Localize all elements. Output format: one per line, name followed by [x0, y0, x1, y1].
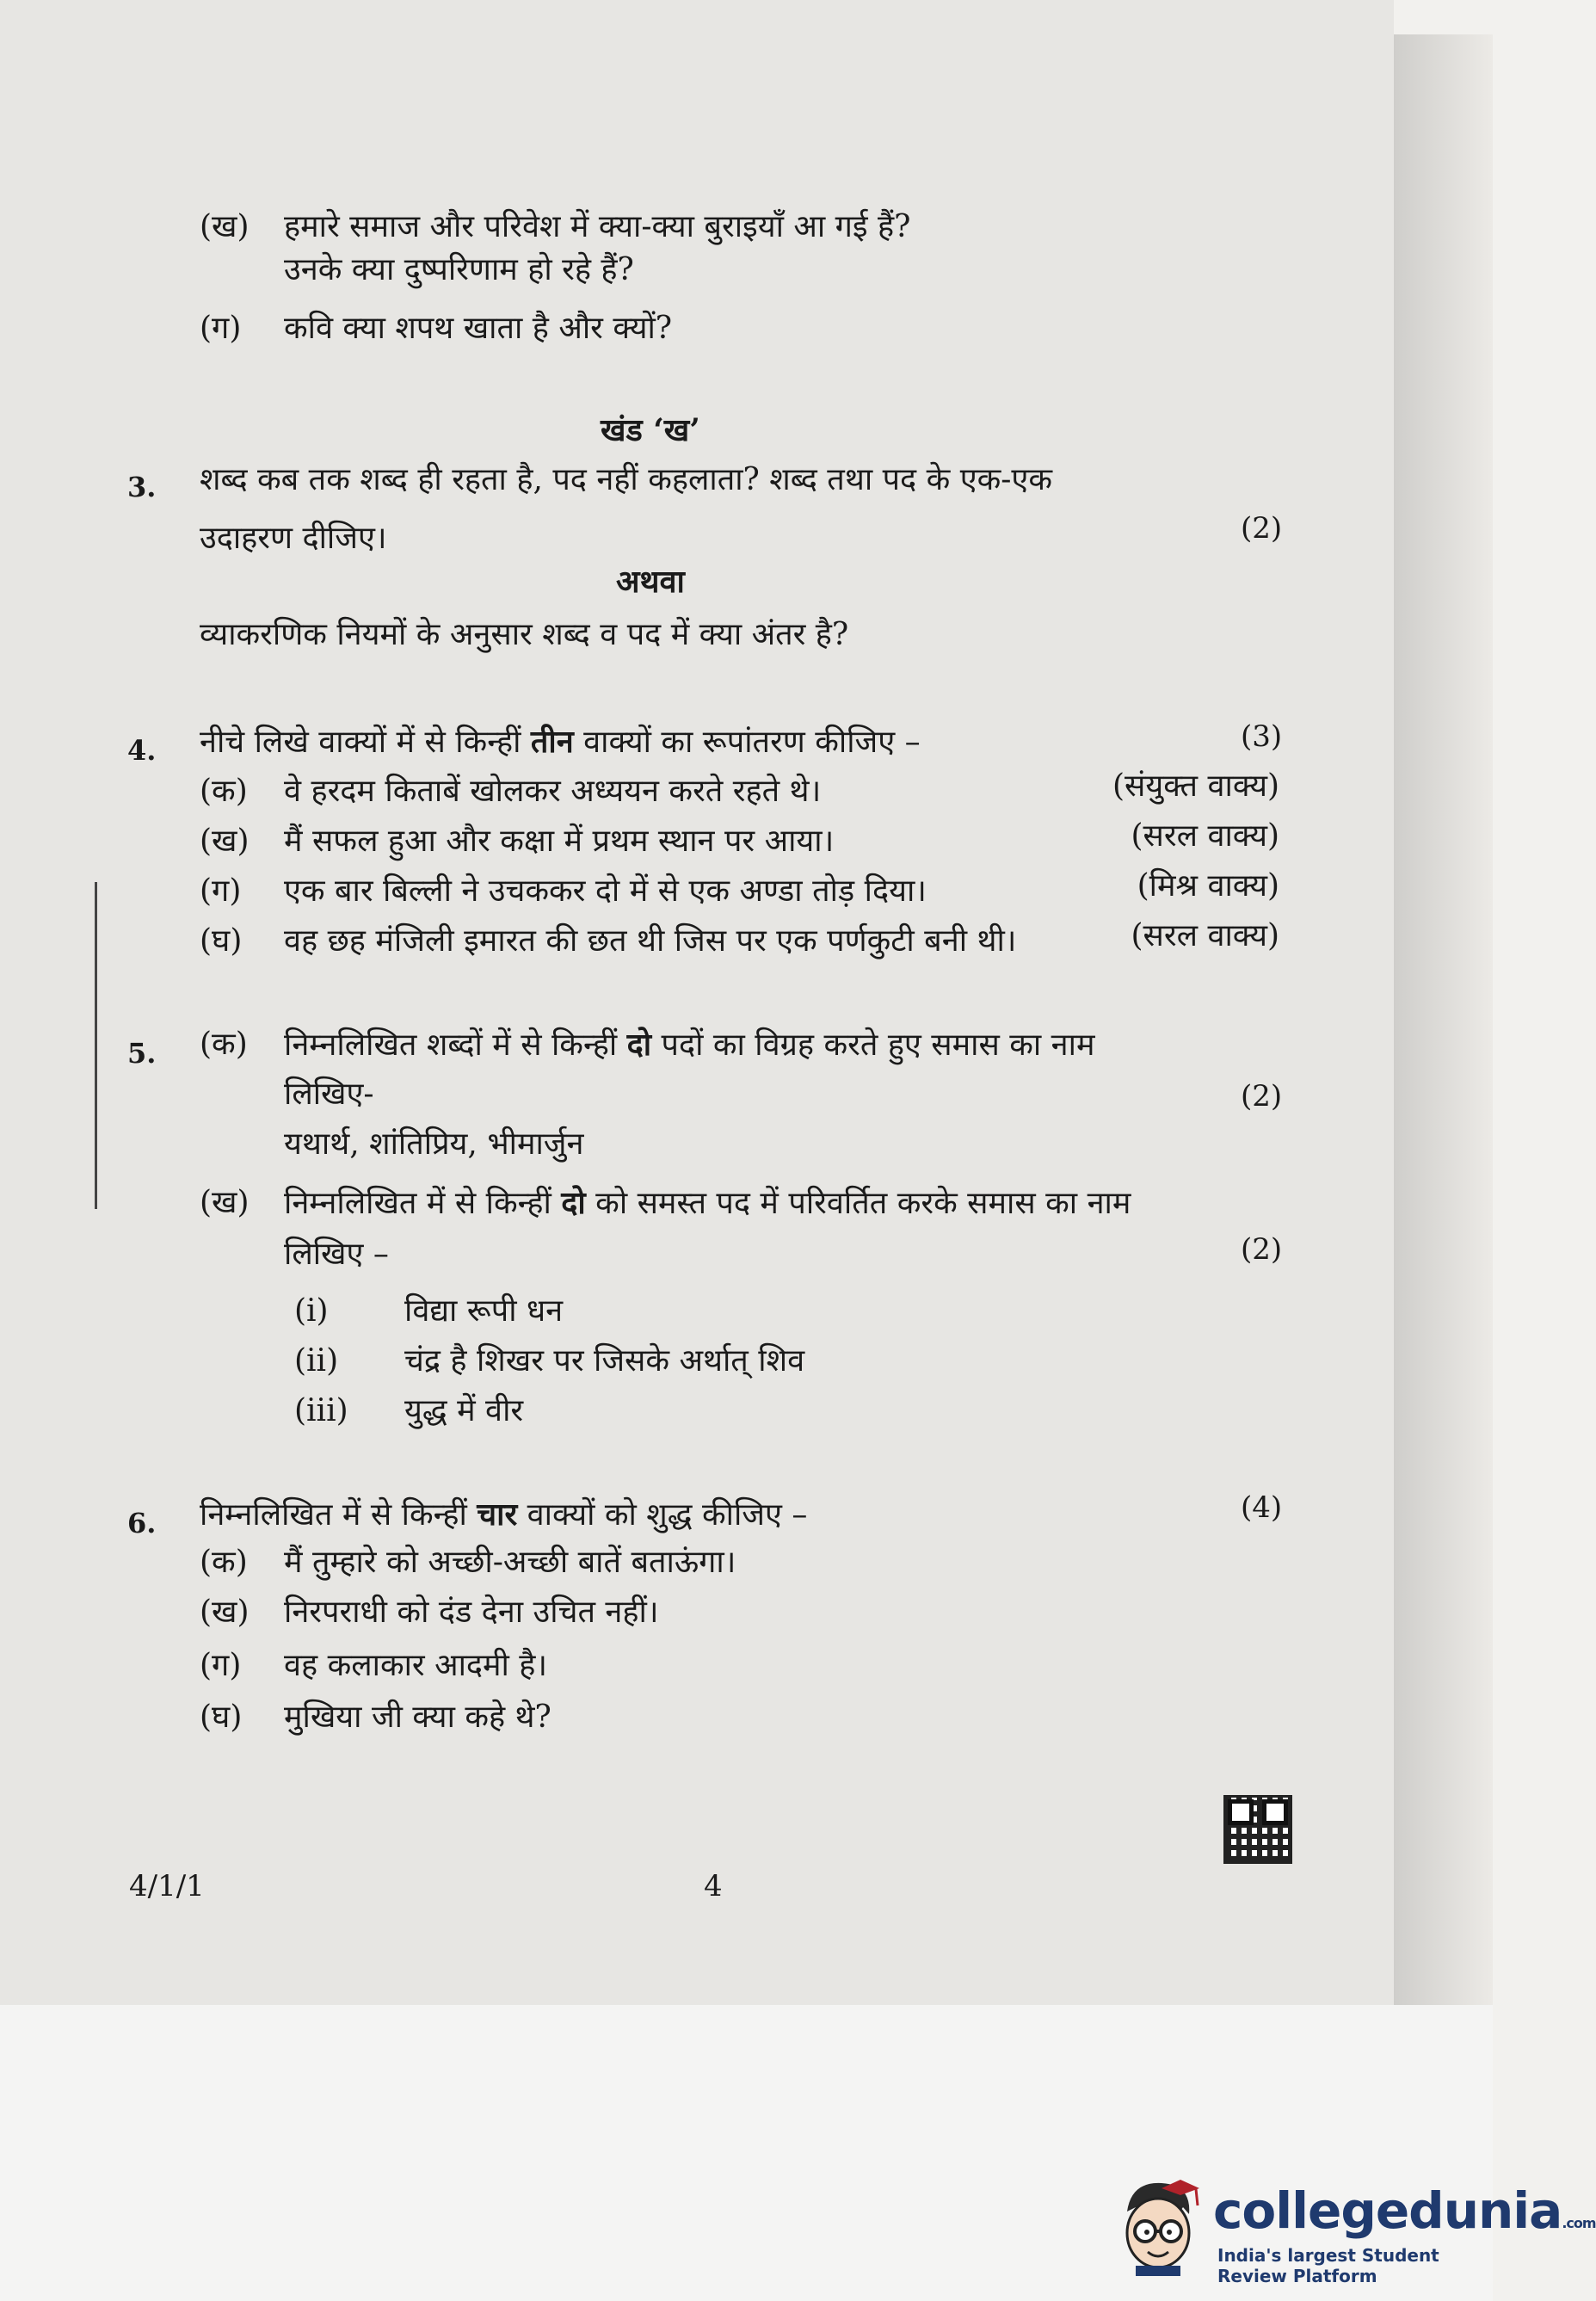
page-number: 4: [704, 1869, 723, 1903]
q3-or: अथवा: [616, 564, 685, 600]
q3-marks: (2): [1241, 511, 1283, 546]
q3-alt: व्याकरणिक नियमों के अनुसार शब्द व पद में क्या अंतर है?: [200, 617, 849, 652]
qr-code-icon: [1223, 1795, 1292, 1864]
q4-item-text: वह छह मंजिली इमारत की छत थी जिस पर एक पर्णकुटी बनी थी।: [284, 923, 1017, 959]
q5-b-marks: (2): [1241, 1232, 1283, 1267]
prev-b-line2: उनके क्या दुष्परिणाम हो रहे हैं?: [284, 252, 634, 287]
q5-sub-text: युद्ध में वीर: [404, 1393, 524, 1428]
q4-question: नीचे लिखे वाक्यों में से किन्हीं तीन वाक्यों का रूपांतरण कीजिए –: [200, 724, 921, 760]
page-edge: [1394, 34, 1493, 2005]
brand-tagline: India's largest Student Review Platform: [1217, 2245, 1439, 2286]
q4-item-label: (क): [200, 774, 248, 809]
q5-b-label: (ख): [200, 1185, 250, 1220]
prev-b-line1: हमारे समाज और परिवेश में क्या-क्या बुराइयाँ आ गई हैं?: [284, 209, 911, 244]
q5-a-label: (क): [200, 1027, 248, 1062]
q6-item-label: (घ): [200, 1700, 243, 1735]
paper-code: 4/1/1: [129, 1869, 205, 1903]
q6-item-text: निरपराधी को दंड देना उचित नहीं।: [284, 1595, 659, 1630]
q4-item-label: (ख): [200, 824, 250, 859]
q5-a-line2: लिखिए-: [284, 1076, 374, 1112]
brand-name: collegedunia.com: [1213, 2181, 1596, 2240]
q5-a-marks: (2): [1241, 1079, 1283, 1113]
q3-number: 3.: [127, 471, 157, 503]
q5-sub-label: (i): [294, 1293, 329, 1329]
q5-b-question: निम्नलिखित में से किन्हीं दो को समस्त पद में परिवर्तित करके समास का नाम: [284, 1185, 1131, 1221]
q6-number: 6.: [127, 1507, 157, 1539]
q5-sub-text: विद्या रूपी धन: [404, 1293, 564, 1329]
q4-item-text: वे हरदम किताबें खोलकर अध्ययन करते रहते थे।: [284, 774, 822, 809]
q6-item-text: वह कलाकार आदमी है।: [284, 1648, 548, 1683]
q3-line1: शब्द कब तक शब्द ही रहता है, पद नहीं कहलाता? शब्द तथा पद के एक-एक: [200, 462, 1052, 497]
q6-marks: (4): [1241, 1490, 1283, 1525]
q4-item-type: (सरल वाक्य): [1131, 818, 1279, 854]
margin-rule: [95, 882, 97, 1209]
q5-sub-label: (ii): [294, 1343, 339, 1379]
q4-item-type: (मिश्र वाक्य): [1137, 868, 1279, 904]
q5-sub-text: चंद्र है शिखर पर जिसके अर्थात् शिव: [404, 1343, 805, 1379]
q6-question: निम्नलिखित में से किन्हीं चार वाक्यों को शुद्ध कीजिए –: [200, 1496, 808, 1533]
q6-item-label: (ख): [200, 1595, 250, 1630]
q5-b-line2: लिखिए –: [284, 1237, 389, 1272]
section-title: खंड ‘ख’: [601, 412, 700, 448]
q5-sub-label: (iii): [294, 1393, 348, 1428]
q4-item-label: (घ): [200, 923, 243, 959]
student-avatar-icon: [1110, 2173, 1205, 2276]
q6-item-label: (ग): [200, 1648, 242, 1683]
q4-item-label: (ग): [200, 873, 242, 909]
prev-c-line1: कवि क्या शपथ खाता है और क्यों?: [284, 311, 673, 346]
q4-item-type: (संयुक्त वाक्य): [1112, 768, 1279, 804]
q6-item-text: मुखिया जी क्या कहे थे?: [284, 1700, 552, 1735]
q6-item-label: (क): [200, 1545, 248, 1580]
q4-item-text: मैं सफल हुआ और कक्षा में प्रथम स्थान पर आया।: [284, 824, 835, 859]
q4-marks: (3): [1241, 719, 1283, 754]
q4-item-type: (सरल वाक्य): [1131, 918, 1279, 953]
q6-item-text: मैं तुम्हारे को अच्छी-अच्छी बातें बताऊंगा।: [284, 1545, 736, 1580]
q4-item-text: एक बार बिल्ली ने उचककर दो में से एक अण्डा तोड़ दिया।: [284, 873, 927, 909]
prev-b-label: (ख): [200, 209, 250, 244]
prev-c-label: (ग): [200, 311, 242, 346]
q5-a-words: यथार्थ, शांतिप्रिय, भीमार्जुन: [284, 1126, 584, 1162]
brand-logo: [1101, 2156, 1596, 2286]
q4-number: 4.: [127, 734, 157, 767]
q3-line2: उदाहरण दीजिए।: [200, 521, 387, 556]
q5-a-question: निम्नलिखित शब्दों में से किन्हीं दो पदों का विग्रह करते हुए समास का नाम: [284, 1027, 1095, 1063]
q5-number: 5.: [127, 1037, 157, 1070]
